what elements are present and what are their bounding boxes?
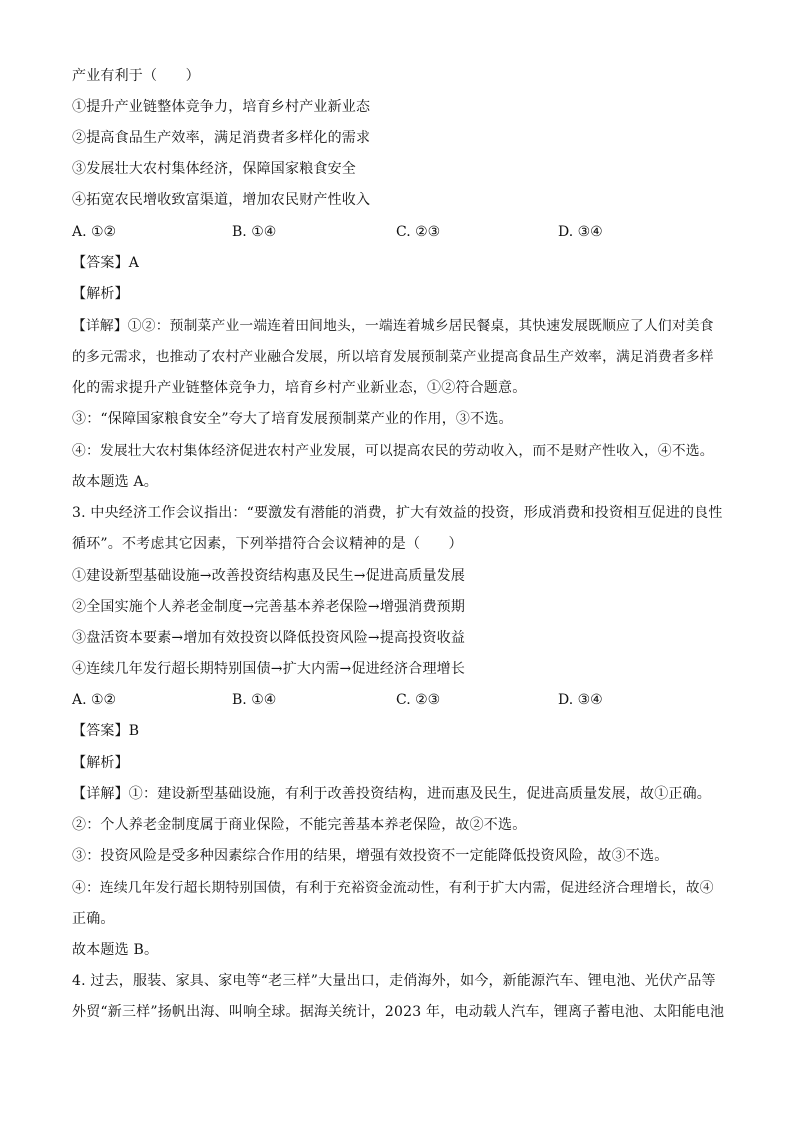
answer-label: 【答案】A (72, 255, 140, 271)
statement-2: ②全国实施个人养老金制度→完善基本养老保险→增强消费预期 (72, 599, 466, 615)
statement-1: ①提升产业链整体竞争力，培育乡村产业新业态 (72, 99, 371, 115)
detail-line: ②：个人养老金制度属于商业保险，不能完善基本养老保险，故②不选。 (72, 817, 527, 833)
question-3-stem: 循环”。不考虑其它因素，下列举措符合会议精神的是（ ） (72, 536, 463, 552)
choice-a: A. ①② (72, 224, 117, 240)
detail-line: 【详解】①②：预制菜产业一端连着田间地头，一端连着城乡居民餐桌，其快速发展既顺应了人们对美食 (72, 318, 714, 334)
detail-line: 【详解】①：建设新型基础设施，有利于改善投资结构，进而惠及民生，促进高质量发展，故①正确。 (72, 786, 711, 802)
detail-line: ④：连续几年发行超长期特别国债，有利于充裕资金流动性，有利于扩大内需，促进经济合理增长，故④ (72, 880, 714, 896)
answer-label: 【答案】B (72, 723, 140, 739)
statement-4: ④拓宽农民增收致富渠道，增加农民财产性收入 (72, 192, 371, 208)
choice-d: D. ③④ (558, 692, 603, 708)
choice-b: B. ①④ (232, 692, 277, 708)
question-4-stem: 4. 过去，服装、家具、家电等“老三样”大量出口，走俏海外，如今，新能源汽车、锂电池、光伏产品等 (72, 973, 716, 989)
choice-d: D. ③④ (558, 224, 603, 240)
statement-2: ②提高食品生产效率，满足消费者多样化的需求 (72, 130, 371, 146)
statement-4: ④连续几年发行超长期特别国债→扩大内需→促进经济合理增长 (72, 661, 466, 677)
choice-c: C. ②③ (396, 692, 441, 708)
analysis-label: 【解析】 (72, 286, 129, 302)
detail-line: ③：“保障国家粮食安全”夸大了培育发展预制菜产业的作用，③不选。 (72, 411, 513, 427)
choice-a: A. ①② (72, 692, 117, 708)
choice-c: C. ②③ (396, 224, 441, 240)
detail-line: 正确。 (72, 911, 115, 927)
question-stem-continuation: 产业有利于（ ） (72, 68, 200, 84)
question-4-stem: 外贸“新三样”扬帆出海、叫响全球。据海关统计，2023 年，电动载人汽车，锂离子蓄电池、太阳能电池 (72, 1004, 725, 1020)
statement-3: ③发展壮大农村集体经济，保障国家粮食安全 (72, 161, 356, 177)
statement-3: ③盘活资本要素→增加有效投资以降低投资风险→提高投资收益 (72, 630, 466, 646)
answer-choices (72, 691, 724, 709)
detail-line: 化的需求提升产业链整体竞争力，培育乡村产业新业态，①②符合题意。 (72, 380, 527, 396)
question-3-stem: 3. 中央经济工作会议指出：“要激发有潜能的消费，扩大有效益的投资，形成消费和投资相互促进的良性 (72, 505, 723, 521)
conclusion: 故本题选 A。 (72, 474, 158, 490)
detail-line: ④：发展壮大农村集体经济促进农村产业发展，可以提高农民的劳动收入，而不是财产性收入，④不选。 (72, 443, 714, 459)
choice-b: B. ①④ (232, 224, 277, 240)
detail-line: ③：投资风险是受多种因素综合作用的结果，增强有效投资不一定能降低投资风险，故③不选。 (72, 848, 669, 864)
statement-1: ①建设新型基础设施→改善投资结构惠及民生→促进高质量发展 (72, 568, 466, 584)
analysis-label: 【解析】 (72, 755, 129, 771)
conclusion: 故本题选 B。 (72, 942, 159, 958)
answer-choices (72, 223, 724, 241)
detail-line: 的多元需求，也推动了农村产业融合发展，所以培育发展预制菜产业提高食品生产效率，满足消费者多样 (72, 349, 714, 365)
